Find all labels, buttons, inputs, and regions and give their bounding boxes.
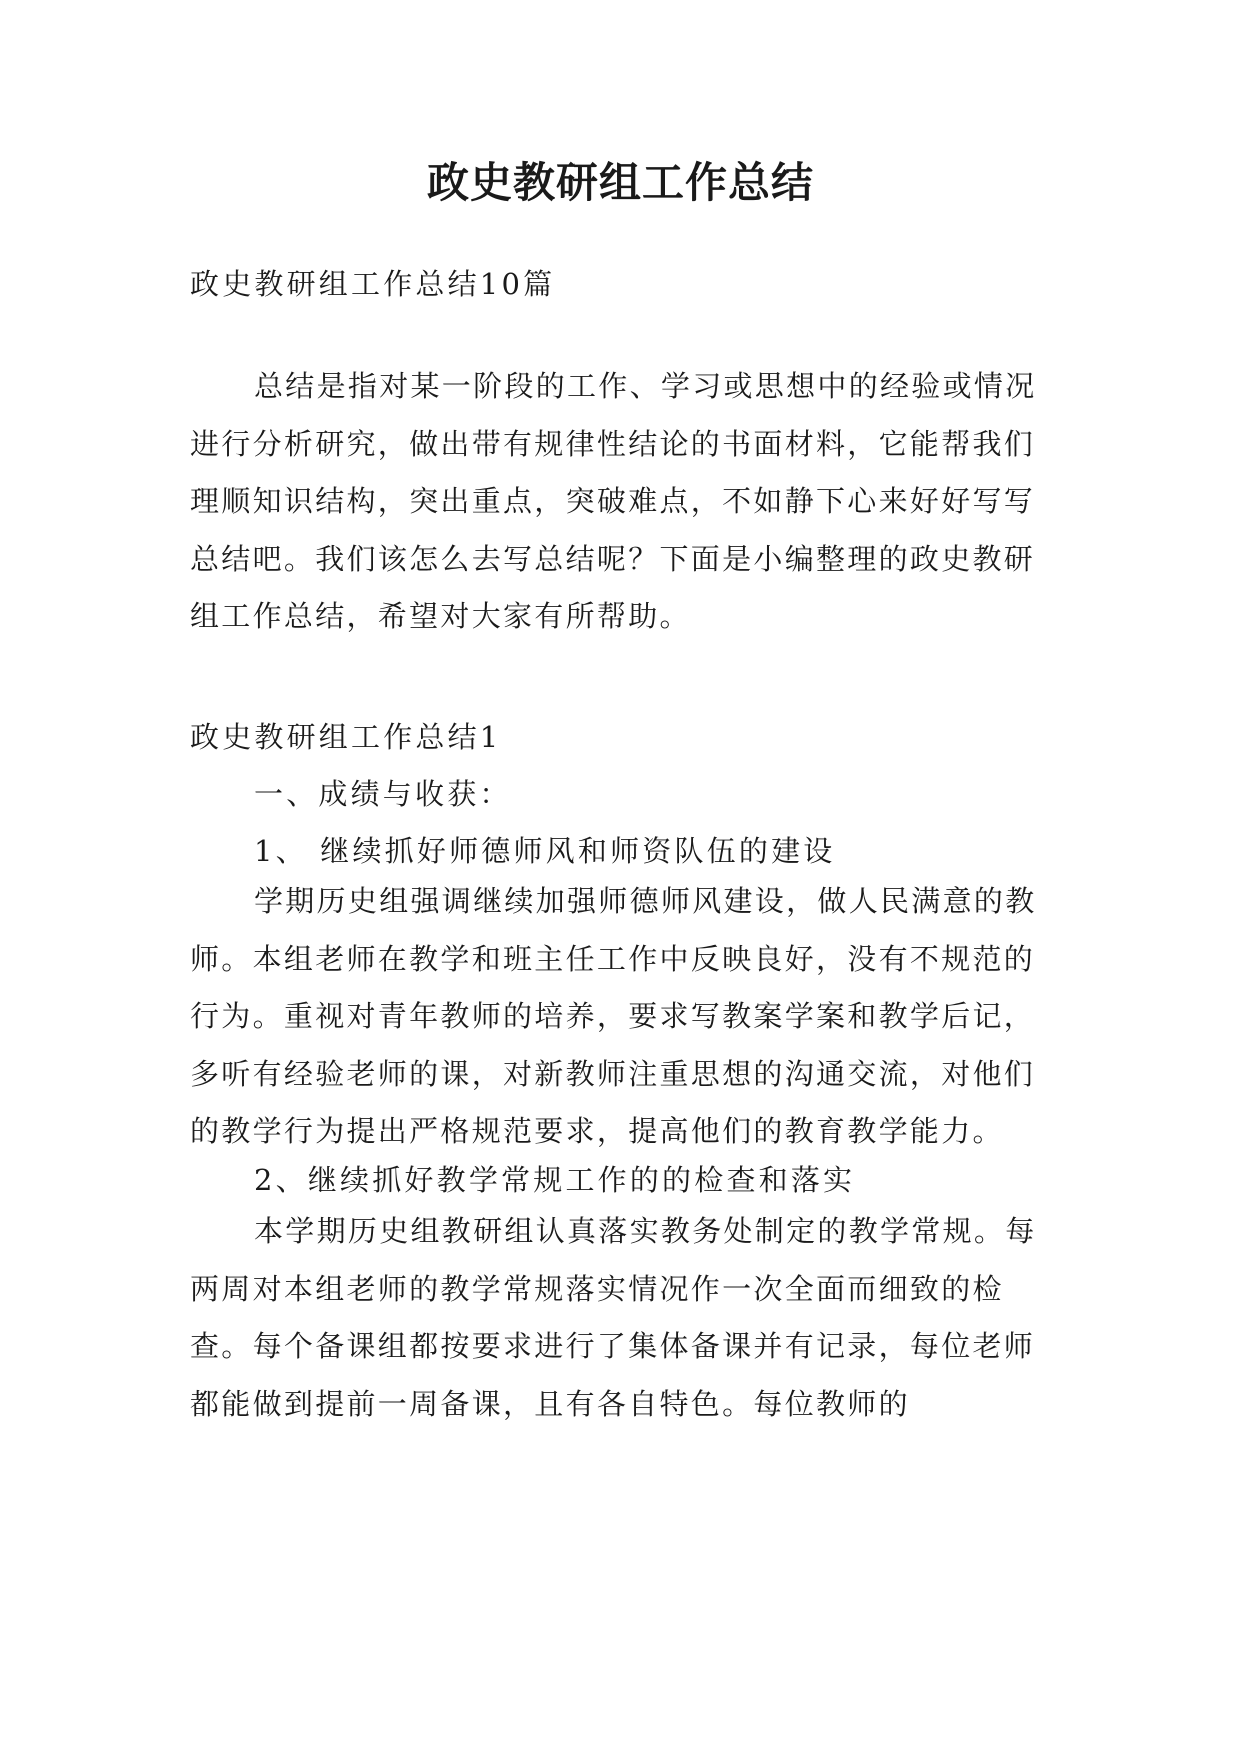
section-title: 政史教研组工作总结1 (190, 720, 502, 754)
item-paragraph: 学期历史组强调继续加强师德师风建设，做人民满意的教师。本组老师在教学和班主任工作中反映良好，没有不规范的行为。重视对青年教师的培养，要求写教案学案和教学后记，多听有经验老师的课，对新教师注重思想的沟通交流，对他们的教学行为提出严格规范要求，提高他们的教育教学能力。 (190, 884, 1037, 1148)
item-paragraph: 本学期历史组教研组认真落实教务处制定的教学常规。每两周对本组老师的教学常规落实情况作一次全面而细致的检查。每个备课组都按要求进行了集体备课并有记录，每位老师都能做到提前一周备课，且有各自特色。每位教师的 (190, 1214, 1037, 1421)
intro-paragraph: 总结是指对某一阶段的工作、学习或思想中的经验或情况进行分析研究，做出带有规律性结论的书面材料，它能帮我们理顺知识结构，突出重点，突破难点，不如静下心来好好写写总结吧。我们该怎么去写总结呢？下面是小编整理的政史教研组工作总结，希望对大家有所帮助。 (190, 369, 1037, 633)
item-heading: 2、继续抓好教学常规工作的的检查和落实 (254, 1163, 856, 1197)
part-heading: 一、成绩与收获： (254, 777, 512, 811)
document-subtitle: 政史教研组工作总结10篇 (190, 267, 556, 301)
document-title: 政史教研组工作总结 (426, 158, 814, 207)
item-heading: 1、 继续抓好师德师风和师资队伍的建设 (254, 834, 836, 868)
